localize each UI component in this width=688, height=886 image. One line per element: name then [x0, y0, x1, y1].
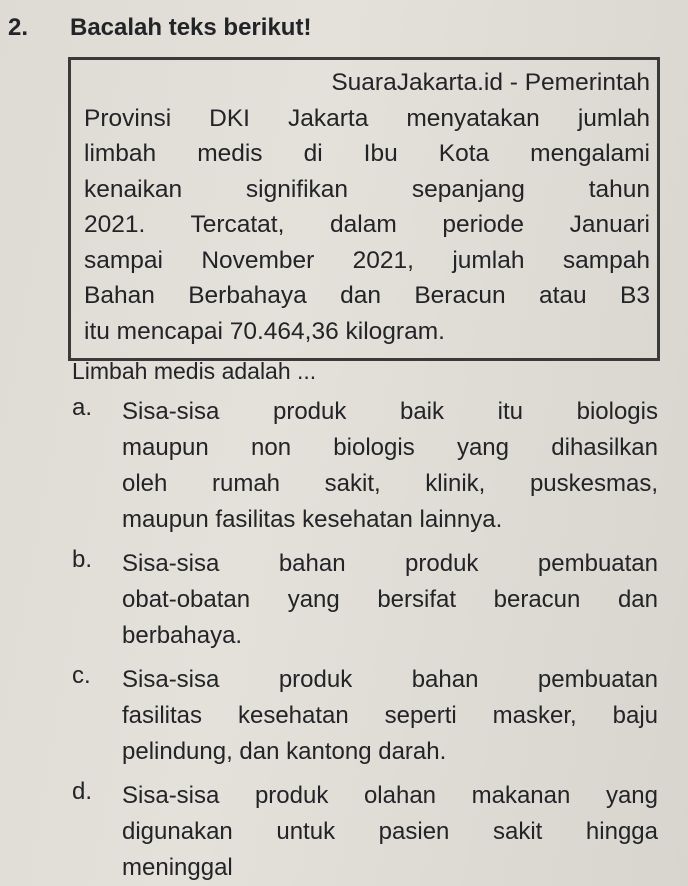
passage-line: sampai November 2021, jumlah sampah	[84, 246, 650, 274]
passage-line: itu mencapai 70.464,36 kilogram.	[84, 317, 445, 345]
option-line: obat-obatan yang bersifat beracun dan	[122, 586, 658, 613]
option-line: pelindung, dan kantong darah.	[122, 738, 447, 765]
option-line: Sisa-sisa produk bahan pembuatan	[122, 666, 658, 693]
option-line: meninggal	[122, 854, 233, 881]
option-text	[122, 662, 658, 770]
option-line: berbahaya.	[122, 622, 243, 649]
option-line: oleh rumah sakit, klinik, puskesmas,	[122, 470, 658, 497]
question-number: 2.	[8, 14, 29, 41]
option-line: digunakan untuk pasien sakit hingga	[122, 818, 658, 845]
option-text	[122, 394, 658, 538]
passage-line: limbah medis di Ibu Kota mengalami	[84, 140, 650, 167]
option-letter: b.	[72, 546, 93, 573]
option-line: Sisa-sisa produk olahan makanan yang	[122, 782, 658, 809]
passage-line: kenaikan signifikan sepanjang tahun	[84, 175, 650, 203]
passage-line: Provinsi DKI Jakarta menyatakan jumlah	[84, 104, 650, 132]
option-letter: c.	[72, 662, 91, 689]
passage-line: 2021. Tercatat, dalam periode Januari	[84, 211, 650, 238]
question-instruction: Bacalah teks berikut!	[70, 14, 312, 41]
option-letter: d.	[72, 778, 93, 805]
option-line: fasilitas kesehatan seperti masker, baju	[122, 702, 658, 729]
passage-box	[68, 57, 660, 361]
option-line: maupun fasilitas kesehatan lainnya.	[122, 506, 503, 533]
option-line: Sisa-sisa produk baik itu biologis	[122, 398, 658, 425]
passage-line: Bahan Berbahaya dan Beracun atau B3	[84, 282, 650, 309]
option-line: maupun non biologis yang dihasilkan	[122, 434, 658, 461]
option-text	[122, 546, 658, 654]
option-text	[122, 778, 658, 886]
option-line: Sisa-sisa bahan produk pembuatan	[122, 550, 658, 577]
question-stem: Limbah medis adalah ...	[72, 358, 317, 384]
passage-text	[84, 65, 650, 349]
passage-line: SuaraJakarta.id - Pemerintah	[331, 69, 650, 96]
option-letter: a.	[72, 394, 93, 421]
